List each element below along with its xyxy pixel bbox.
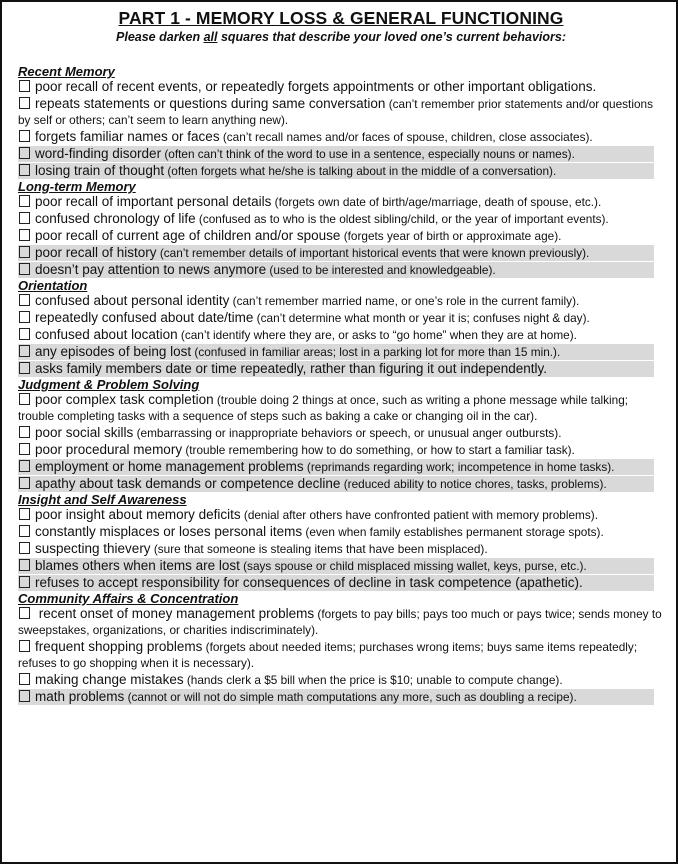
checkbox-square[interactable] <box>19 542 30 554</box>
section-heading: Recent Memory <box>18 64 115 79</box>
item-main-text: losing train of thought <box>35 163 165 178</box>
checklist-item <box>18 476 654 492</box>
checkbox-square[interactable] <box>19 508 30 520</box>
checkbox-square[interactable] <box>19 212 30 224</box>
checklist-item <box>18 344 654 360</box>
checkbox-square[interactable] <box>19 130 30 142</box>
checkbox-square[interactable] <box>19 362 30 374</box>
section-heading: Judgment & Problem Solving <box>18 377 200 392</box>
item-main-text: math problems <box>35 689 125 704</box>
checkbox-square[interactable] <box>19 393 30 405</box>
checkbox-square[interactable] <box>19 576 30 588</box>
item-main-text: blames others when items are lost <box>35 558 240 573</box>
item-detail-text: (forgets own date of birth/age/marriage, death of spouse, etc.). <box>271 195 602 209</box>
checklist-item <box>18 245 654 261</box>
checklist-item <box>18 211 664 227</box>
instructions-text-before: Please darken <box>116 30 204 44</box>
checklist-item <box>18 129 664 145</box>
item-detail-text: (trouble remembering how to do something, or how to start a familiar task). <box>182 443 575 457</box>
checklist-sections <box>18 65 664 705</box>
item-detail-text: (sure that someone is stealing items that have been misplaced). <box>150 542 488 556</box>
checklist-item <box>18 524 664 540</box>
checklist-item <box>18 361 654 377</box>
checklist-item <box>18 163 654 179</box>
item-main-text: poor insight about memory deficits <box>35 507 241 522</box>
item-detail-text: (can’t remember details of important historical events that were known previously). <box>156 246 590 260</box>
item-main-text: repeatedly confused about date/time <box>35 310 254 325</box>
checkbox-square[interactable] <box>19 229 30 241</box>
checkbox-square[interactable] <box>19 263 30 275</box>
checklist-item <box>18 558 654 574</box>
item-main-text: repeats statements or questions during same conversation <box>35 96 386 111</box>
checklist-item <box>18 310 664 326</box>
item-detail-text: (forgets to pay bills; pays too much or pays twice; sends money to sweepstakes, organizations, or charities indiscriminately). <box>18 607 662 637</box>
checklist-item <box>18 79 664 95</box>
item-main-text: any episodes of being lost <box>35 344 192 359</box>
item-main-text: asks family members date or time repeatedly, rather than figuring it out independently. <box>35 361 548 376</box>
page-instructions <box>18 29 664 45</box>
page-title: PART 1 - MEMORY LOSS & GENERAL FUNCTIONING <box>118 8 564 28</box>
instructions-text-underlined: all <box>203 30 218 44</box>
checklist-item <box>18 293 664 309</box>
checklist-item <box>18 425 664 441</box>
item-detail-text: (can’t remember married name, or one’s role in the current family). <box>229 294 580 308</box>
item-detail-text: (even when family establishes permanent storage spots). <box>302 525 604 539</box>
item-main-text: word-finding disorder <box>35 146 162 161</box>
checkbox-square[interactable] <box>19 164 30 176</box>
section-heading: Community Affairs & Concentration <box>18 591 239 606</box>
item-detail-text: (denial after others have confronted patient with memory problems). <box>240 508 598 522</box>
item-main-text: refuses to accept responsibility for consequences of decline in task competence (apathetic). <box>35 575 583 590</box>
item-main-text: suspecting thievery <box>35 541 151 556</box>
checklist-item <box>18 392 664 424</box>
checklist-item <box>18 507 664 523</box>
checkbox-square[interactable] <box>19 460 30 472</box>
item-main-text: poor recall of current age of children and/or spouse <box>35 228 341 243</box>
checkbox-square[interactable] <box>19 97 30 109</box>
item-detail-text: (reduced ability to notice chores, tasks, problems). <box>340 477 607 491</box>
checkbox-square[interactable] <box>19 673 30 685</box>
checkbox-square[interactable] <box>19 294 30 306</box>
checkbox-square[interactable] <box>19 443 30 455</box>
checkbox-square[interactable] <box>19 426 30 438</box>
item-main-text: doesn’t pay attention to news anymore <box>35 262 267 277</box>
item-main-text: poor complex task completion <box>35 392 214 407</box>
checkbox-square[interactable] <box>19 477 30 489</box>
checkbox-square[interactable] <box>19 559 30 571</box>
item-detail-text: (can’t remember prior statements and/or questions by self or others; can’t seem to learn anything new). <box>18 97 653 127</box>
item-main-text: poor recall of important personal details <box>35 194 272 209</box>
item-main-text: confused chronology of life <box>35 211 196 226</box>
item-detail-text: (can’t determine what month or year it is; confuses night & day). <box>253 311 590 325</box>
item-detail-text: (used to be interested and knowledgeable). <box>266 263 496 277</box>
item-main-text: confused about personal identity <box>35 293 230 308</box>
checkbox-square[interactable] <box>19 246 30 258</box>
checklist-item <box>18 459 654 475</box>
item-main-text: frequent shopping problems <box>35 639 203 654</box>
item-main-text: poor recall of recent events, or repeatedly forgets appointments or other important obligations. <box>35 79 597 94</box>
item-main-text: recent onset of money management problems <box>35 606 315 621</box>
section-heading: Long-term Memory <box>18 179 136 194</box>
item-main-text: poor social skills <box>35 425 134 440</box>
item-detail-text: (can’t identify where they are, or asks to “go home” when they are at home). <box>177 328 577 342</box>
checkbox-square[interactable] <box>19 607 30 619</box>
checkbox-square[interactable] <box>19 328 30 340</box>
checkbox-square[interactable] <box>19 147 30 159</box>
instructions-text-after: squares that describe your loved one’s current behaviors: <box>217 30 566 44</box>
item-detail-text: (can’t recall names and/or faces of spouse, children, close associates). <box>219 130 593 144</box>
checklist-item <box>18 262 654 278</box>
item-main-text: constantly misplaces or loses personal items <box>35 524 303 539</box>
section-heading: Orientation <box>18 278 88 293</box>
item-detail-text: (cannot or will not do simple math computations any more, such as doubling a recipe). <box>124 690 577 704</box>
checklist-item <box>18 96 664 128</box>
checklist-item <box>18 541 664 557</box>
item-detail-text: (forgets year of birth or approximate age). <box>340 229 562 243</box>
item-main-text: apathy about task demands or competence decline <box>35 476 341 491</box>
item-detail-text: (often can’t think of the word to use in a sentence, especially nouns or names). <box>161 147 575 161</box>
item-detail-text: (forgets about needed items; purchases wrong items; buys same items repeatedly; refuses to go shopping when it is necessary). <box>18 640 638 670</box>
checkbox-square[interactable] <box>19 345 30 357</box>
checklist-item <box>18 146 654 162</box>
item-detail-text: (reprimands regarding work; incompetence in home tasks). <box>303 460 615 474</box>
item-detail-text: (hands clerk a $5 bill when the price is $10; unable to compute change). <box>183 673 563 687</box>
item-main-text: employment or home management problems <box>35 459 304 474</box>
checkbox-square[interactable] <box>19 311 30 323</box>
checklist-item <box>18 327 664 343</box>
checkbox-square[interactable] <box>19 525 30 537</box>
checkbox-square[interactable] <box>19 690 30 702</box>
section-heading: Insight and Self Awareness <box>18 492 187 507</box>
item-main-text: making change mistakes <box>35 672 184 687</box>
item-detail-text: (embarrassing or inappropriate behaviors or speech, or unusual anger outbursts). <box>133 426 562 440</box>
item-main-text: confused about location <box>35 327 178 342</box>
checklist-item <box>18 194 664 210</box>
checklist-item <box>18 442 664 458</box>
item-detail-text: (says spouse or child misplaced missing wallet, keys, purse, etc.). <box>239 559 587 573</box>
item-detail-text: (often forgets what he/she is talking about in the middle of a conversation). <box>164 164 557 178</box>
item-main-text: forgets familiar names or faces <box>35 129 220 144</box>
checklist-item <box>18 639 664 671</box>
item-main-text: poor recall of history <box>35 245 157 260</box>
checkbox-square[interactable] <box>19 80 30 92</box>
item-detail-text: (confused as to who is the oldest sibling/child, or the year of important events). <box>195 212 609 226</box>
checkbox-square[interactable] <box>19 195 30 207</box>
checklist-item <box>18 606 664 638</box>
checklist-item <box>18 672 664 688</box>
item-main-text: poor procedural memory <box>35 442 183 457</box>
checkbox-square[interactable] <box>19 640 30 652</box>
item-detail-text: (trouble doing 2 things at once, such as writing a phone message while talking; trouble completing tasks with a sequence of steps such as baking a cake or changing oil in the car). <box>18 393 629 423</box>
checklist-item <box>18 575 654 591</box>
item-detail-text: (confused in familiar areas; lost in a parking lot for more than 15 min.). <box>191 345 561 359</box>
checklist-item <box>18 689 654 705</box>
checklist-item <box>18 228 664 244</box>
